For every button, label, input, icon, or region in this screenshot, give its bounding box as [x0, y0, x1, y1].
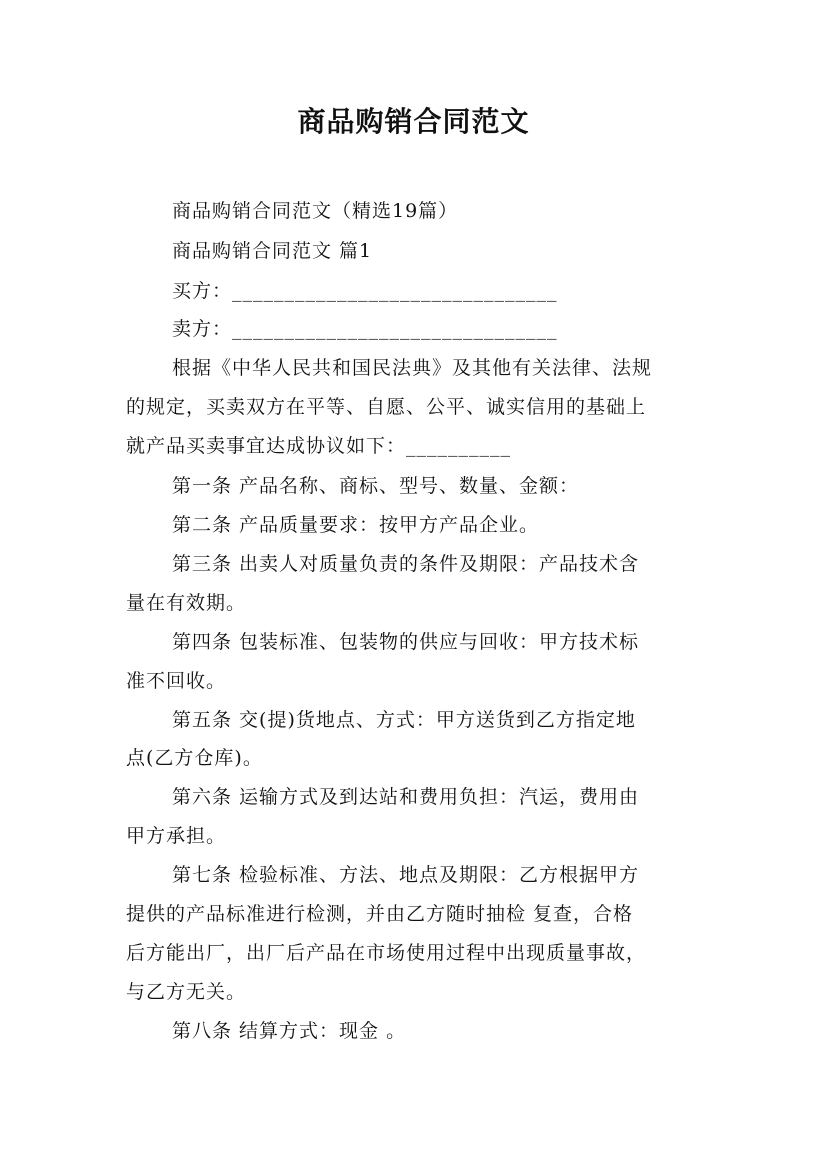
article-5-cont: 点(乙方仓库)。 [126, 747, 263, 769]
article-3: 第三条 出卖人对质量负责的条件及期限：产品技术含 [172, 553, 640, 575]
paragraph-line: 就产品买卖事宜达成协议如下：__________ [126, 435, 512, 457]
article-7-cont: 与乙方无关。 [126, 981, 247, 1003]
article-6: 第六条 运输方式及到达站和费用负担：汽运，费用由 [172, 786, 640, 808]
article-5: 第五条 交(提)货地点、方式：甲方送货到乙方指定地 [172, 709, 636, 731]
subtitle-line: 商品购销合同范文（精选19篇） [172, 200, 459, 222]
article-6-cont: 甲方承担。 [126, 825, 227, 847]
section-heading: 商品购销合同范文 篇1 [172, 240, 373, 262]
article-7: 第七条 检验标准、方法、地点及期限：乙方根据甲方 [172, 864, 640, 886]
paragraph-line: 根据《中华人民共和国民法典》及其他有关法律、法规 [172, 357, 653, 379]
document-title: 商品购销合同范文 [297, 105, 530, 138]
paragraph-line: 的规定，买卖双方在平等、自愿、公平、诚实信用的基础上 [126, 396, 647, 418]
article-3-cont: 量在有效期。 [126, 592, 247, 614]
article-2: 第二条 产品质量要求：按甲方产品企业。 [172, 514, 540, 536]
seller-line: 卖方：_______________________________ [172, 318, 558, 340]
article-8: 第八条 结算方式：现金 。 [172, 1020, 407, 1042]
article-1: 第一条 产品名称、商标、型号、数量、金额： [172, 475, 580, 497]
buyer-line: 买方：_______________________________ [172, 280, 558, 302]
article-7-cont: 后方能出厂，出厂后产品在市场使用过程中出现质量事故， [126, 942, 647, 964]
article-4-cont: 准不回收。 [126, 670, 227, 692]
article-4: 第四条 包装标准、包装物的供应与回收：甲方技术标 [172, 631, 640, 653]
article-7-cont: 提供的产品标准进行检测，并由乙方随时抽检 复查，合格 [126, 903, 634, 925]
